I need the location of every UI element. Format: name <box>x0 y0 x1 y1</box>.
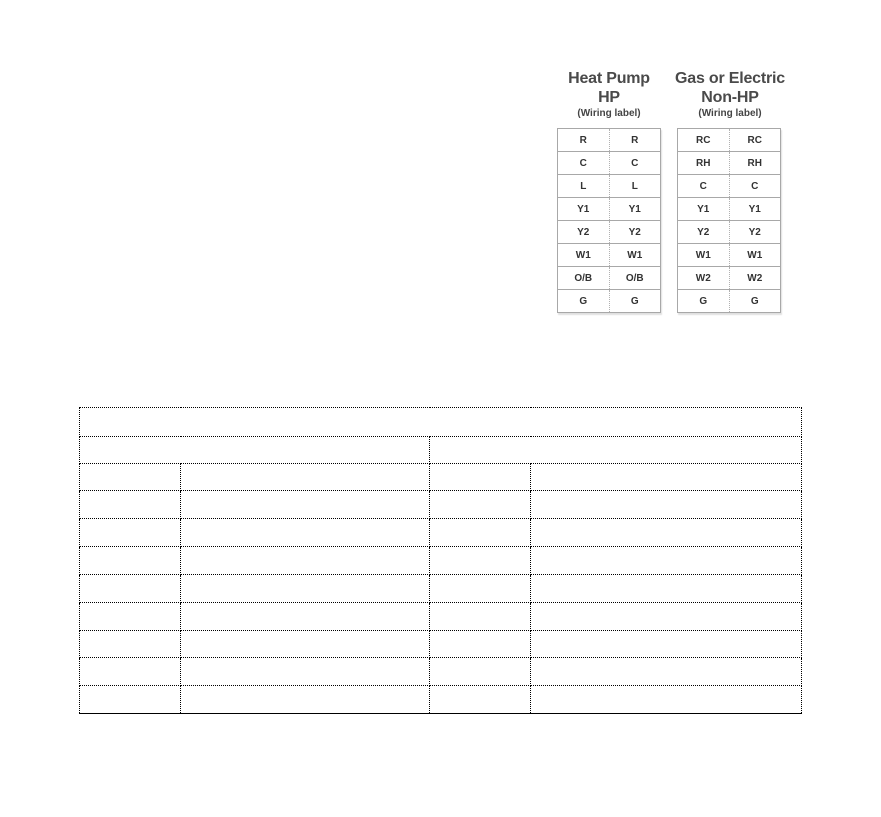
wiring-row <box>558 175 661 198</box>
wiring-row <box>678 198 781 221</box>
wiring-label: RH <box>678 152 730 175</box>
wiring-label: W2 <box>678 267 730 290</box>
wiring-label: R <box>609 129 661 152</box>
wiring-label: RH <box>729 152 781 175</box>
wiring-label: G <box>630 295 639 307</box>
blank-cell <box>181 547 430 575</box>
wiring-label: W1 <box>678 244 730 267</box>
wiring-row <box>678 290 781 313</box>
wiring-row <box>678 267 781 290</box>
wiring-label: Y1 <box>558 198 610 221</box>
wiring-row <box>558 290 661 313</box>
table-row <box>80 574 802 602</box>
wiring-label: Y2 <box>729 221 781 244</box>
blank-cell <box>531 658 802 686</box>
blank-cell <box>80 547 181 575</box>
table-row <box>80 602 802 630</box>
blank-cell <box>531 602 802 630</box>
blank-cell <box>531 630 802 658</box>
blank-cell <box>80 630 181 658</box>
heat-pump-title-line1: Heat Pump <box>568 70 650 87</box>
wiring-label: L <box>609 175 661 198</box>
wiring-label: Y2 <box>609 221 661 244</box>
non-hp-title-line1: Gas or Electric <box>675 70 785 87</box>
blank-cell <box>430 463 531 491</box>
blank-cell <box>531 463 802 491</box>
wiring-row <box>558 129 661 152</box>
heat-pump-subtitle: (Wiring label) <box>577 108 641 119</box>
blank-cell <box>80 463 181 491</box>
wiring-row <box>678 175 781 198</box>
blank-cell <box>181 463 430 491</box>
table-section-row <box>80 436 802 463</box>
blank-cell <box>80 574 181 602</box>
blank-cell <box>430 436 802 463</box>
blank-cell <box>430 491 531 519</box>
wiring-label: R <box>558 129 610 152</box>
blank-cell <box>181 686 430 714</box>
heat-pump-title-line2: HP <box>598 89 620 106</box>
wiring-label: O/B <box>558 267 610 290</box>
blank-cell <box>531 574 802 602</box>
wiring-row <box>678 244 781 267</box>
non-hp-wiring-table <box>677 128 781 313</box>
blank-cell <box>181 491 430 519</box>
heat-pump-wiring-table <box>557 128 661 313</box>
blank-cell <box>181 658 430 686</box>
wiring-row <box>558 152 661 175</box>
wiring-row <box>678 129 781 152</box>
wiring-label: C <box>558 152 610 175</box>
wiring-label: Y1 <box>729 198 781 221</box>
blank-wiring-record-table <box>79 407 802 714</box>
wiring-label: Y2 <box>678 221 730 244</box>
blank-cell <box>430 574 531 602</box>
wiring-row <box>678 152 781 175</box>
blank-cell <box>80 491 181 519</box>
table-row <box>80 491 802 519</box>
blank-cell <box>531 491 802 519</box>
wiring-label: W1 <box>729 244 781 267</box>
wiring-label: L <box>558 175 610 198</box>
table-row <box>80 658 802 686</box>
wiring-label: Y2 <box>558 221 610 244</box>
wiring-label: W1 <box>609 244 661 267</box>
table-row <box>80 547 802 575</box>
wiring-row <box>558 244 661 267</box>
blank-cell <box>181 574 430 602</box>
wiring-label: RC <box>678 129 730 152</box>
blank-cell <box>181 602 430 630</box>
blank-cell <box>80 519 181 547</box>
table-row <box>80 519 802 547</box>
wiring-label: RC <box>729 129 781 152</box>
wiring-label: C <box>609 152 661 175</box>
wiring-row <box>558 198 661 221</box>
wiring-label: G <box>558 290 610 313</box>
wiring-label: C <box>678 175 730 198</box>
non-hp-title-line2: Non-HP <box>701 89 759 106</box>
wiring-label: G <box>750 295 759 307</box>
wiring-label: G <box>678 290 730 313</box>
wiring-row <box>558 221 661 244</box>
wiring-label: W1 <box>558 244 610 267</box>
blank-cell <box>430 602 531 630</box>
blank-cell <box>531 686 802 714</box>
wiring-row <box>678 221 781 244</box>
blank-cell <box>430 519 531 547</box>
table-row <box>80 630 802 658</box>
table-row <box>80 463 802 491</box>
blank-cell <box>531 547 802 575</box>
heat-pump-heading <box>555 69 663 121</box>
blank-cell <box>531 519 802 547</box>
wiring-label: C <box>729 175 781 198</box>
wiring-label: W2 <box>729 267 781 290</box>
blank-cell <box>430 547 531 575</box>
blank-cell <box>430 658 531 686</box>
wiring-row <box>558 267 661 290</box>
wiring-label: O/B <box>609 267 661 290</box>
blank-cell <box>80 686 181 714</box>
blank-cell <box>181 630 430 658</box>
blank-cell <box>181 519 430 547</box>
blank-cell <box>430 686 531 714</box>
wiring-label: Y1 <box>609 198 661 221</box>
blank-cell <box>80 408 802 437</box>
non-hp-heading <box>668 69 792 121</box>
wiring-label: Y1 <box>678 198 730 221</box>
non-hp-subtitle: (Wiring label) <box>698 108 762 119</box>
blank-cell <box>80 658 181 686</box>
blank-cell <box>80 602 181 630</box>
blank-cell <box>80 436 430 463</box>
table-title-row <box>80 408 802 437</box>
table-row <box>80 686 802 714</box>
blank-cell <box>430 630 531 658</box>
